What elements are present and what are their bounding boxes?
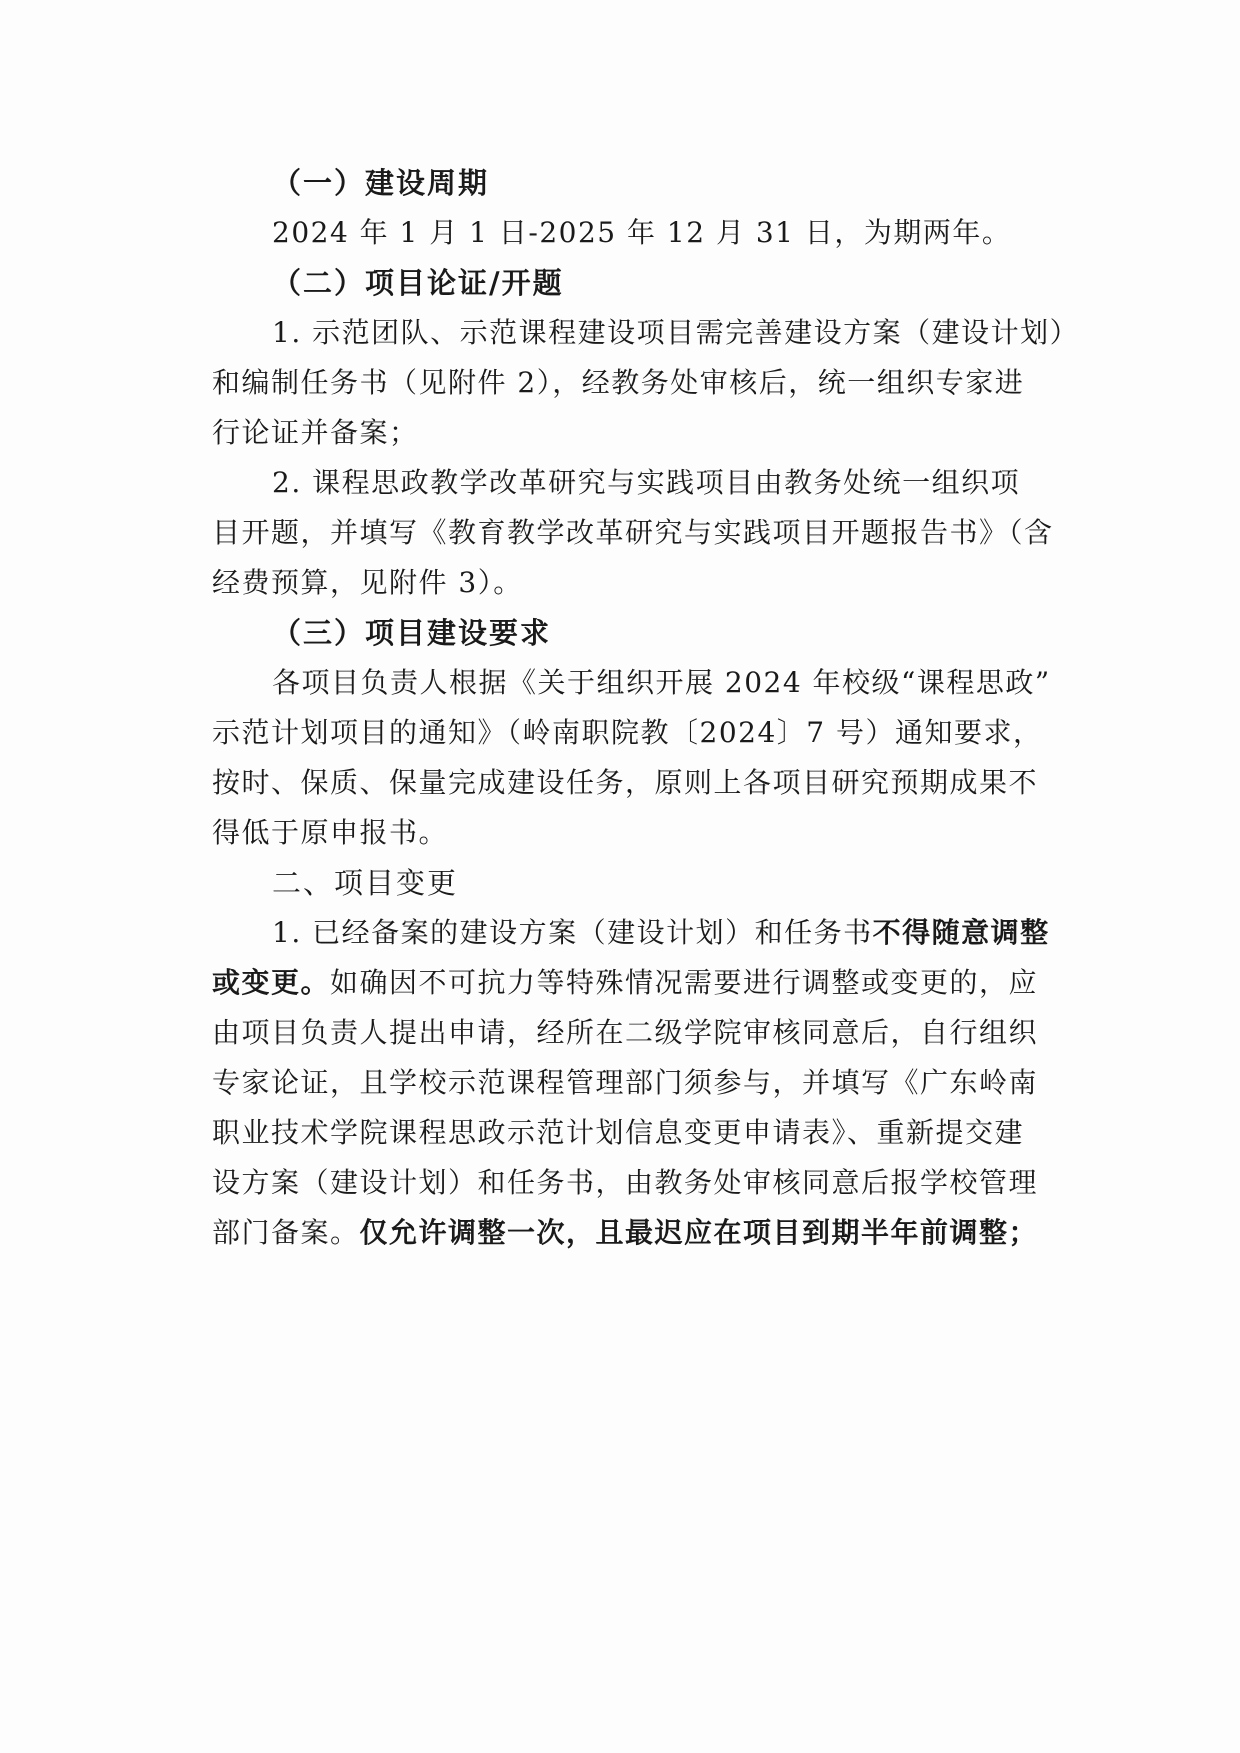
paragraph-line: 专家论证，且学校示范课程管理部门须参与，并填写《广东岭南	[212, 1066, 1039, 1099]
emphasis-text: 不得随意调整	[872, 916, 1050, 949]
paragraph-construction-period: 2024 年 1 月 1 日-2025 年 12 月 31 日，为期两年。	[272, 216, 1012, 249]
emphasis-text: 仅允许调整一次，且最迟应在项目到期半年前调整；	[359, 1216, 1039, 1249]
paragraph-line: 得低于原申报书。	[212, 816, 449, 849]
paragraph-line	[212, 908, 1050, 958]
emphasis-text: 或变更。	[212, 966, 331, 999]
paragraph-line: 按时、保质、保量完成建设任务，原则上各项目研究预期成果不	[212, 766, 1039, 799]
section-heading-construction-period: （一）建设周期	[272, 166, 490, 200]
paragraph-line: 经费预算，见附件 3）。	[212, 566, 523, 599]
paragraph-line: 由项目负责人提出申请，经所在二级学院审核同意后，自行组织	[212, 1016, 1039, 1049]
paragraph-line	[212, 958, 1037, 1008]
document-body	[212, 158, 1080, 1258]
section-heading-construction-requirements: （三）项目建设要求	[272, 616, 552, 650]
paragraph-line: 1. 示范团队、示范课程建设项目需完善建设方案（建设计划）	[272, 316, 1080, 349]
paragraph-line: 示范计划项目的通知》（岭南职院教〔2024〕7 号）通知要求，	[212, 716, 1043, 749]
paragraph-line: 2. 课程思政教学改革研究与实践项目由教务处统一组织项	[272, 466, 1021, 499]
paragraph-line: 设方案（建设计划）和任务书，由教务处审核同意后报学校管理	[212, 1166, 1039, 1199]
section-heading-project-proposal: （二）项目论证/开题	[272, 266, 564, 300]
paragraph-text: 1. 已经备案的建设方案（建设计划）和任务书	[272, 916, 873, 949]
section-heading-project-change: 二、项目变更	[272, 866, 459, 900]
paragraph-text: 部门备案。	[212, 1216, 360, 1249]
paragraph-line: 和编制任务书（见附件 2），经教务处审核后，统一组织专家进	[212, 366, 1025, 399]
paragraph-text: 如确因不可抗力等特殊情况需要进行调整或变更的，应	[330, 966, 1039, 999]
paragraph-line: 职业技术学院课程思政示范计划信息变更申请表》、重新提交建	[212, 1116, 1025, 1149]
paragraph-line: 目开题，并填写《教育教学改革研究与实践项目开题报告书》（含	[212, 516, 1054, 549]
paragraph-line: 各项目负责人根据《关于组织开展 2024 年校级“课程思政”	[272, 666, 1051, 699]
paragraph-line	[212, 1208, 1037, 1258]
paragraph-line: 行论证并备案；	[212, 416, 419, 449]
